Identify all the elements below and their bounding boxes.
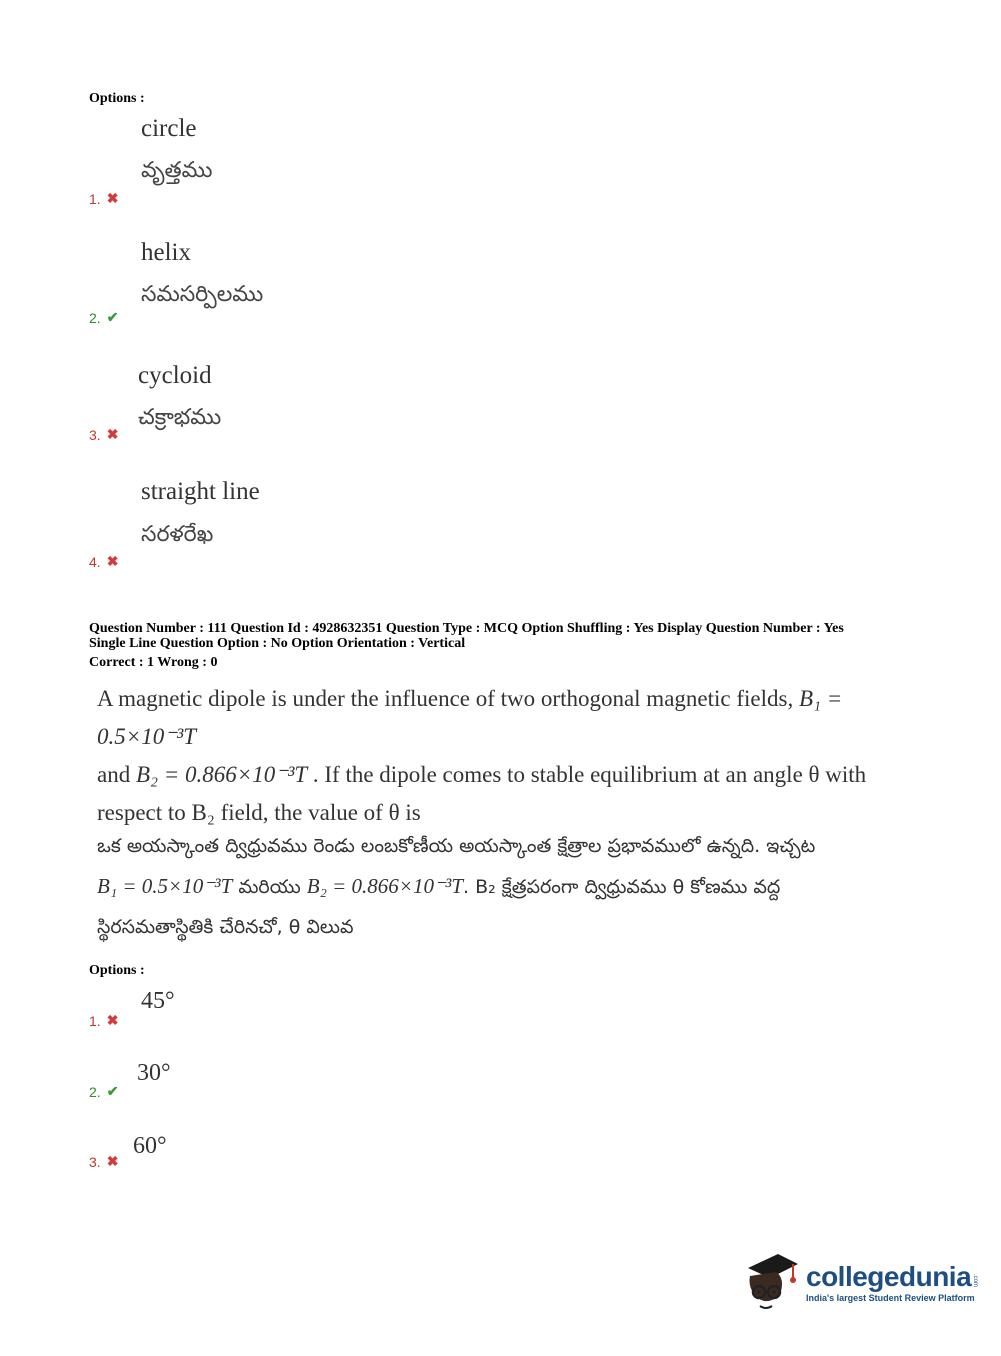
question-en-and: and xyxy=(97,762,136,787)
options-label: Options : xyxy=(89,91,145,106)
question-te-part2: . B₂ క్షేత్రపరంగా ద్విధ్రువము θ కోణము వద్ద స్థిరసమతాస్థితికి చేరినచో, θ విలువ xyxy=(97,876,781,938)
option-3-number xyxy=(89,426,118,443)
score-line: Correct : 1 Wrong : 0 xyxy=(89,655,218,670)
answer-option-1-value: 45° xyxy=(141,988,175,1014)
te-field-b1: B₁ = 0.5×10⁻³T xyxy=(97,874,233,898)
option-2-english: helix xyxy=(141,239,191,266)
option-1-number xyxy=(89,190,118,207)
brand-name: collegedunia xyxy=(806,1261,972,1292)
answer-option-3-number xyxy=(89,1153,118,1170)
options-label-2: Options : xyxy=(89,963,145,978)
option-1-label: 1. xyxy=(89,190,101,207)
question-text-english xyxy=(97,680,897,832)
mascot-icon xyxy=(742,1250,800,1314)
option-4-telugu: సరళరేఖ xyxy=(141,522,214,547)
option-3-label: 3. xyxy=(89,426,101,443)
cross-icon: ✖ xyxy=(106,190,119,206)
answer-option-2-number xyxy=(89,1083,118,1100)
collegedunia-logo xyxy=(742,1250,978,1314)
cross-icon: ✖ xyxy=(106,1012,119,1028)
answer-option-2-value: 30° xyxy=(137,1060,171,1086)
question-meta xyxy=(89,621,909,651)
option-4-label: 4. xyxy=(89,553,101,570)
option-1-telugu: వృత్తము xyxy=(141,158,213,183)
option-2-number xyxy=(89,309,118,326)
field-b2: B₂ = 0.866×10⁻³T xyxy=(135,762,308,787)
answer-option-3-label: 3. xyxy=(89,1153,101,1170)
option-3-english: cycloid xyxy=(138,362,212,389)
answer-option-1-label: 1. xyxy=(89,1012,101,1029)
question-en-part2: . If the dipole comes to stable equilibrium at an angle θ with respect to B₂ field, the value of θ is xyxy=(97,762,867,825)
option-1-english: circle xyxy=(141,115,197,142)
cross-icon: ✖ xyxy=(106,1153,119,1169)
check-icon: ✔ xyxy=(106,1083,119,1099)
answer-option-2-label: 2. xyxy=(89,1083,101,1100)
option-3-telugu: చక్రాభము xyxy=(138,405,222,430)
check-icon: ✔ xyxy=(106,309,119,325)
question-meta-line1: Question Number : 111 Question Id : 4928632351 Question Type : MCQ Option Shuffling : Yes Display Question Number : Yes xyxy=(89,621,844,636)
answer-option-3-value: 60° xyxy=(133,1133,167,1159)
question-te-and: మరియు xyxy=(232,876,307,898)
brand-text xyxy=(806,1261,978,1303)
question-en-part1: A magnetic dipole is under the influence of two orthogonal magnetic fields, xyxy=(97,686,799,711)
answer-option-1-number xyxy=(89,1012,118,1029)
te-field-b2: B₂ = 0.866×10⁻³T xyxy=(306,874,464,898)
question-te-part1: ఒక అయస్కాంత ద్విధ్రువము రెండు లంబకోణీయ అయస్కాంత క్షేత్రాల ప్రభావములో ఉన్నది. ఇచ్చట xyxy=(97,835,816,857)
option-2-label: 2. xyxy=(89,309,101,326)
question-meta-line2: Single Line Question Option : No Option Orientation : Vertical xyxy=(89,636,466,651)
brand-tagline: India's largest Student Review Platform xyxy=(806,1293,975,1303)
option-4-number xyxy=(89,553,118,570)
field-b1: B₁ = 0.5×10⁻³T xyxy=(97,686,843,749)
option-4-english: straight line xyxy=(141,478,260,505)
brand-suffix: .com xyxy=(972,1273,979,1287)
cross-icon: ✖ xyxy=(106,553,119,569)
question-text-telugu xyxy=(97,826,897,947)
option-2-telugu: సమసర్పిలము xyxy=(141,282,264,307)
cross-icon: ✖ xyxy=(106,426,119,442)
